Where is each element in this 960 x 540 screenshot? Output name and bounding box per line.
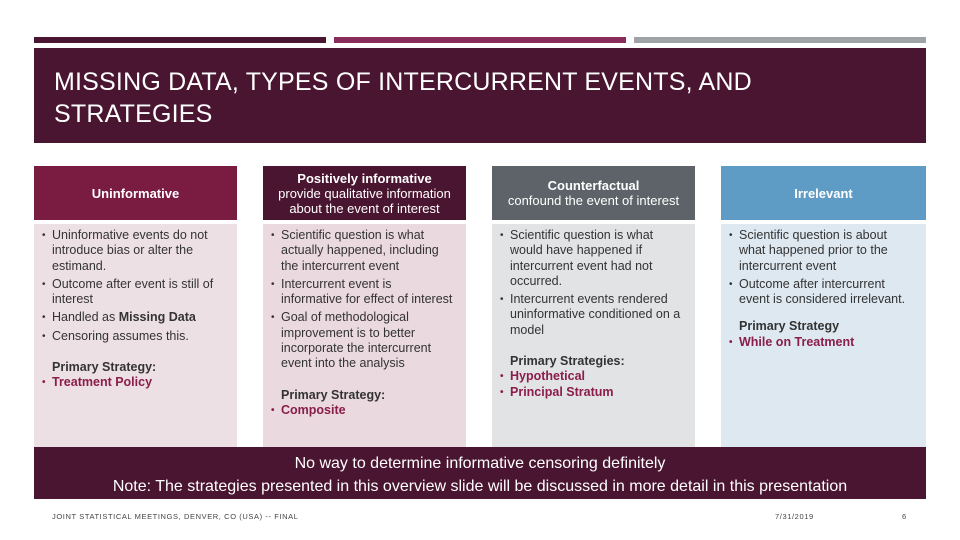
strategy-list <box>271 403 456 418</box>
list-item: • Intercurrent event is informative for effect of interest <box>271 277 456 308</box>
top-bar-gray <box>634 37 926 43</box>
column-header-irrelevant <box>721 166 926 220</box>
list-item: • Scientific question is about what happened prior to the intercurrent event <box>729 228 916 274</box>
strategy-item: • Hypothetical <box>500 369 685 384</box>
list-item: • Scientific question is what actually happened, including the intercurrent event <box>271 228 456 274</box>
column-body-uninformative <box>34 224 237 447</box>
column-body-counterfactual <box>492 224 695 447</box>
list-item: • Uninformative events do not introduce bias or alter the estimand. <box>42 228 227 274</box>
list-item: • Outcome after intercurrent event is considered irrelevant. <box>729 277 916 308</box>
column-counterfactual <box>492 166 695 447</box>
positively-informative-items <box>271 228 456 372</box>
footer-date: 7/31/2019 <box>775 512 814 521</box>
note-band <box>34 447 926 499</box>
column-uninformative <box>34 166 237 447</box>
counterfactual-items <box>500 228 685 338</box>
footer-page-number: 6 <box>902 512 907 521</box>
column-positively-informative <box>263 166 466 447</box>
strategy-list <box>729 335 916 350</box>
strategy-item: • Treatment Policy <box>42 375 227 390</box>
column-header-positively-informative <box>263 166 466 220</box>
strategy-label: Primary Strategy: <box>281 387 386 402</box>
list-item: • Censoring assumes this. <box>42 329 227 344</box>
list-item: • Goal of methodological improvement is to better incorporate the intercurrent event into the analysis <box>271 310 456 371</box>
strategy-label: Primary Strategies: <box>510 354 625 369</box>
irrelevant-items <box>729 228 916 307</box>
column-header-counterfactual <box>492 166 695 220</box>
list-item: • Outcome after event is still of interest <box>42 277 227 308</box>
list-item: • Handled as Missing Data <box>42 310 227 325</box>
column-header-uninformative <box>34 166 237 220</box>
column-header-subtitle: confound the event of interest <box>507 193 680 208</box>
list-item: • Scientific question is what would have happened if intercurrent event had not occurred. <box>500 228 685 289</box>
column-header-title: Uninformative <box>91 185 180 201</box>
note-line-1: No way to determine informative censoring definitely <box>294 455 666 472</box>
top-bar-dark <box>34 37 326 43</box>
column-body-positively-informative <box>263 224 466 447</box>
strategy-list <box>42 375 227 390</box>
strategy-label: Primary Strategy: <box>52 360 157 375</box>
strategy-label: Primary Strategy <box>739 319 840 334</box>
strategy-item: • Principal Stratum <box>500 385 685 400</box>
strategy-item: • While on Treatment <box>729 335 916 350</box>
slide-title: MISSING DATA, TYPES OF INTERCURRENT EVENTS, AND STRATEGIES <box>54 68 752 128</box>
note-line-2: Note: The strategies presented in this overview slide will be discussed in more detail in this presentation <box>112 478 848 495</box>
list-item: • Intercurrent events rendered uninformative conditioned on a model <box>500 292 685 338</box>
strategy-item: • Composite <box>271 403 456 418</box>
title-band <box>34 48 926 143</box>
strategy-list <box>500 369 685 400</box>
top-bar-plum <box>334 37 626 43</box>
column-irrelevant <box>721 166 926 447</box>
column-header-subtitle: provide qualitative information about the event of interest <box>278 185 451 216</box>
column-header-title: Irrelevant <box>794 185 853 201</box>
column-body-irrelevant <box>721 224 926 447</box>
footer-left: JOINT STATISTICAL MEETINGS, DENVER, CO (USA) -- FINAL <box>52 512 299 521</box>
column-header-title: Counterfactual <box>547 178 640 193</box>
uninformative-items <box>42 228 227 344</box>
column-header-title: Positively informative <box>297 170 432 186</box>
